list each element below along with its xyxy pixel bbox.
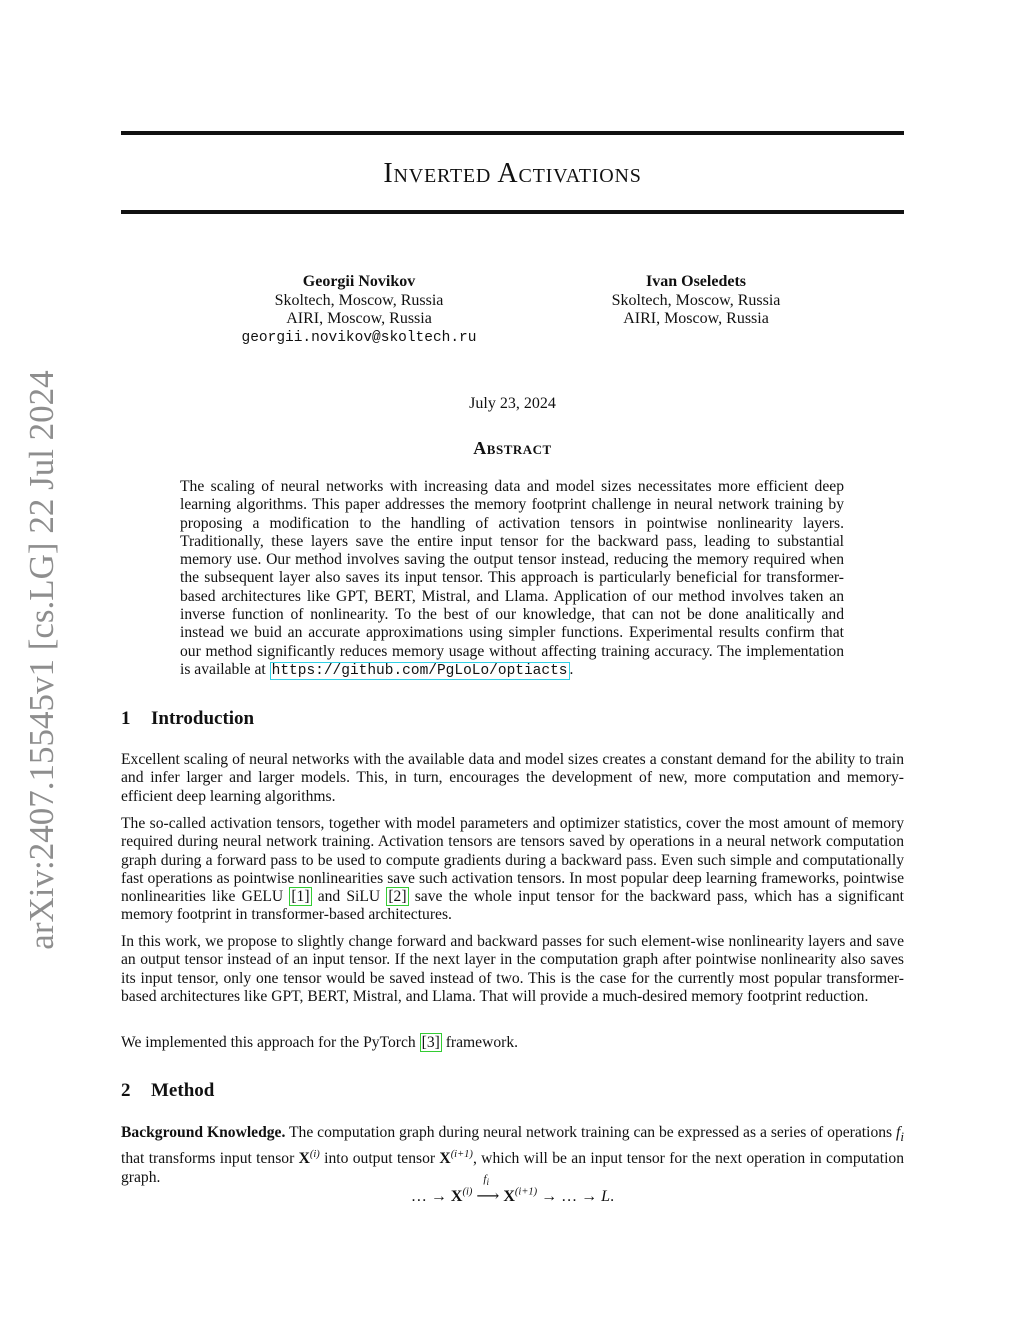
citation-link[interactable]: [2] bbox=[388, 888, 407, 906]
abstract-heading: Abstract bbox=[473, 438, 552, 458]
author-name: Ivan Oseledets bbox=[646, 273, 746, 290]
section-heading-introduction bbox=[121, 708, 254, 730]
equation-part: → … → bbox=[537, 1188, 602, 1205]
math-symbol: X bbox=[450, 1188, 463, 1205]
section-heading-method bbox=[121, 1080, 214, 1102]
paragraph-text: into output tensor bbox=[319, 1150, 440, 1168]
title-rule-bottom bbox=[121, 210, 904, 214]
section-title: Introduction bbox=[151, 708, 255, 729]
labeled-arrow bbox=[476, 1173, 500, 1206]
section-number: 1 bbox=[121, 708, 131, 729]
math-superscript: (i) bbox=[309, 1149, 320, 1161]
arxiv-identifier: arXiv:2407.15545v1 [cs.LG] 22 Jul 2024 bbox=[22, 370, 61, 950]
paragraph-text: save the whole input tensor for the backward pass, which has a significant memory footprint in transformer-based architectures. bbox=[121, 888, 904, 924]
paper-date: July 23, 2024 bbox=[469, 395, 556, 412]
paragraph-text: , which will be an input tensor for the next operation in computation graph. bbox=[121, 1150, 904, 1186]
author-email[interactable]: georgii.novikov@skoltech.ru bbox=[241, 329, 477, 346]
paragraph bbox=[121, 1034, 904, 1052]
paper-title: Inverted Activations bbox=[383, 158, 642, 189]
paragraph-run-in-heading: Background Knowledge. bbox=[121, 1124, 286, 1141]
arxiv-sidebar bbox=[6, 320, 78, 1000]
display-equation bbox=[121, 1173, 904, 1206]
arrow-label-f: f bbox=[483, 1173, 487, 1185]
paragraph bbox=[121, 815, 904, 925]
title-rule-top bbox=[121, 131, 904, 135]
paragraph bbox=[121, 1124, 904, 1187]
section-title: Method bbox=[151, 1080, 215, 1101]
math-symbol: X bbox=[298, 1150, 310, 1168]
abstract-end: . bbox=[569, 660, 574, 678]
author-affiliation: AIRI, Moscow, Russia bbox=[623, 310, 769, 327]
math-subscript: i bbox=[900, 1129, 904, 1145]
paragraph-text: The so-called activation tensors, together with model parameters and optimizer statistics, cover the most amount of memory required during neural network training. Activation tensors are tensors saved by operations in a neural network computation graph during a forward pass to be used to compute gradients during a backward pass. Even such simple and computationally fast operations as pointwise nonlinearities save such activation tensors. In most popular deep learning frameworks, pointwise nonlinearities like GELU bbox=[121, 815, 904, 906]
author-affiliation: Skoltech, Moscow, Russia bbox=[274, 291, 444, 309]
paragraph: Excellent scaling of neural networks with the available data and model sizes creates a constant demand for the ability to train and infer larger and larger models. This, in turn, encourages the development of new, more computation and memory-efficient deep learning algorithms. bbox=[121, 751, 904, 805]
author-block bbox=[209, 273, 509, 347]
repository-link[interactable]: https://github.com/PgLoLo/optiacts bbox=[271, 662, 568, 679]
equation-end: . bbox=[610, 1188, 615, 1205]
abstract-text: The scaling of neural networks with increasing data and model sizes necessitates more efficient deep learning algorithms. This paper addresses the memory footprint challenge in neural network training by proposing a modification to the handling of activation tensors in pointwise nonlinearity layers. Traditionally, these layers save the entire input tensor for the backward pass, leading to substantial memory use. Our method involves saving the output tensor instead, reducing the memory required when the subsequent layer also saves its input tensor. This approach is particularly beneficial for transformer-based architectures like GPT, BERT, Mistral, and Llama. Application of our method involves taken an inverse function of nonlinearity. To the best of our knowledge, that can not be done analitically and instead we buid an accurate approximations using simpler functions. Experimental results confirm that our method significantly reduces memory usage without affecting training accuracy. The implementation is available at bbox=[180, 478, 844, 678]
abstract-body bbox=[180, 478, 844, 680]
author-affiliation: AIRI, Moscow, Russia bbox=[286, 310, 432, 327]
section-number: 2 bbox=[121, 1080, 131, 1101]
paragraph-text: and SiLU bbox=[311, 888, 387, 906]
math-symbol: L bbox=[601, 1188, 611, 1205]
math-symbol: X bbox=[439, 1150, 451, 1168]
author-block bbox=[546, 273, 846, 329]
author-name: Georgii Novikov bbox=[302, 273, 416, 290]
citation-link[interactable]: [3] bbox=[421, 1034, 440, 1051]
paragraph-text: We implemented this approach for the PyTorch bbox=[121, 1034, 420, 1051]
math-superscript: (i) bbox=[462, 1186, 473, 1198]
paragraph-text: framework. bbox=[441, 1034, 519, 1051]
paragraph: In this work, we propose to slightly change forward and backward passes for such element-wise nonlinearity layers and save an output tensor instead of an input tensor. If the next layer in the computation graph after pointwise nonlinearity also saves its input tensor, only one tensor would be saved instead of two. This is the case for the currently most popular transformer-based architectures like GPT, BERT, Mistral, and Llama. That will provide a much-desired memory footprint reduction. bbox=[121, 933, 904, 1005]
arrow-label-subscript: i bbox=[486, 1177, 490, 1188]
math-superscript: (i+1) bbox=[450, 1149, 473, 1161]
math-superscript: (i+1) bbox=[514, 1186, 538, 1198]
author-affiliation: Skoltech, Moscow, Russia bbox=[611, 291, 781, 309]
arrow-label bbox=[483, 1173, 489, 1187]
equation-part: … → bbox=[410, 1188, 451, 1205]
math-symbol: f bbox=[896, 1124, 901, 1141]
paragraph-text: The computation graph during neural network training can be expressed as a series of operations bbox=[285, 1124, 897, 1141]
citation-link[interactable]: [1] bbox=[291, 888, 310, 906]
math-symbol: X bbox=[503, 1188, 515, 1205]
paragraph-text: that transforms input tensor bbox=[121, 1150, 299, 1168]
arrow-symbol: ⟶ bbox=[476, 1188, 500, 1205]
